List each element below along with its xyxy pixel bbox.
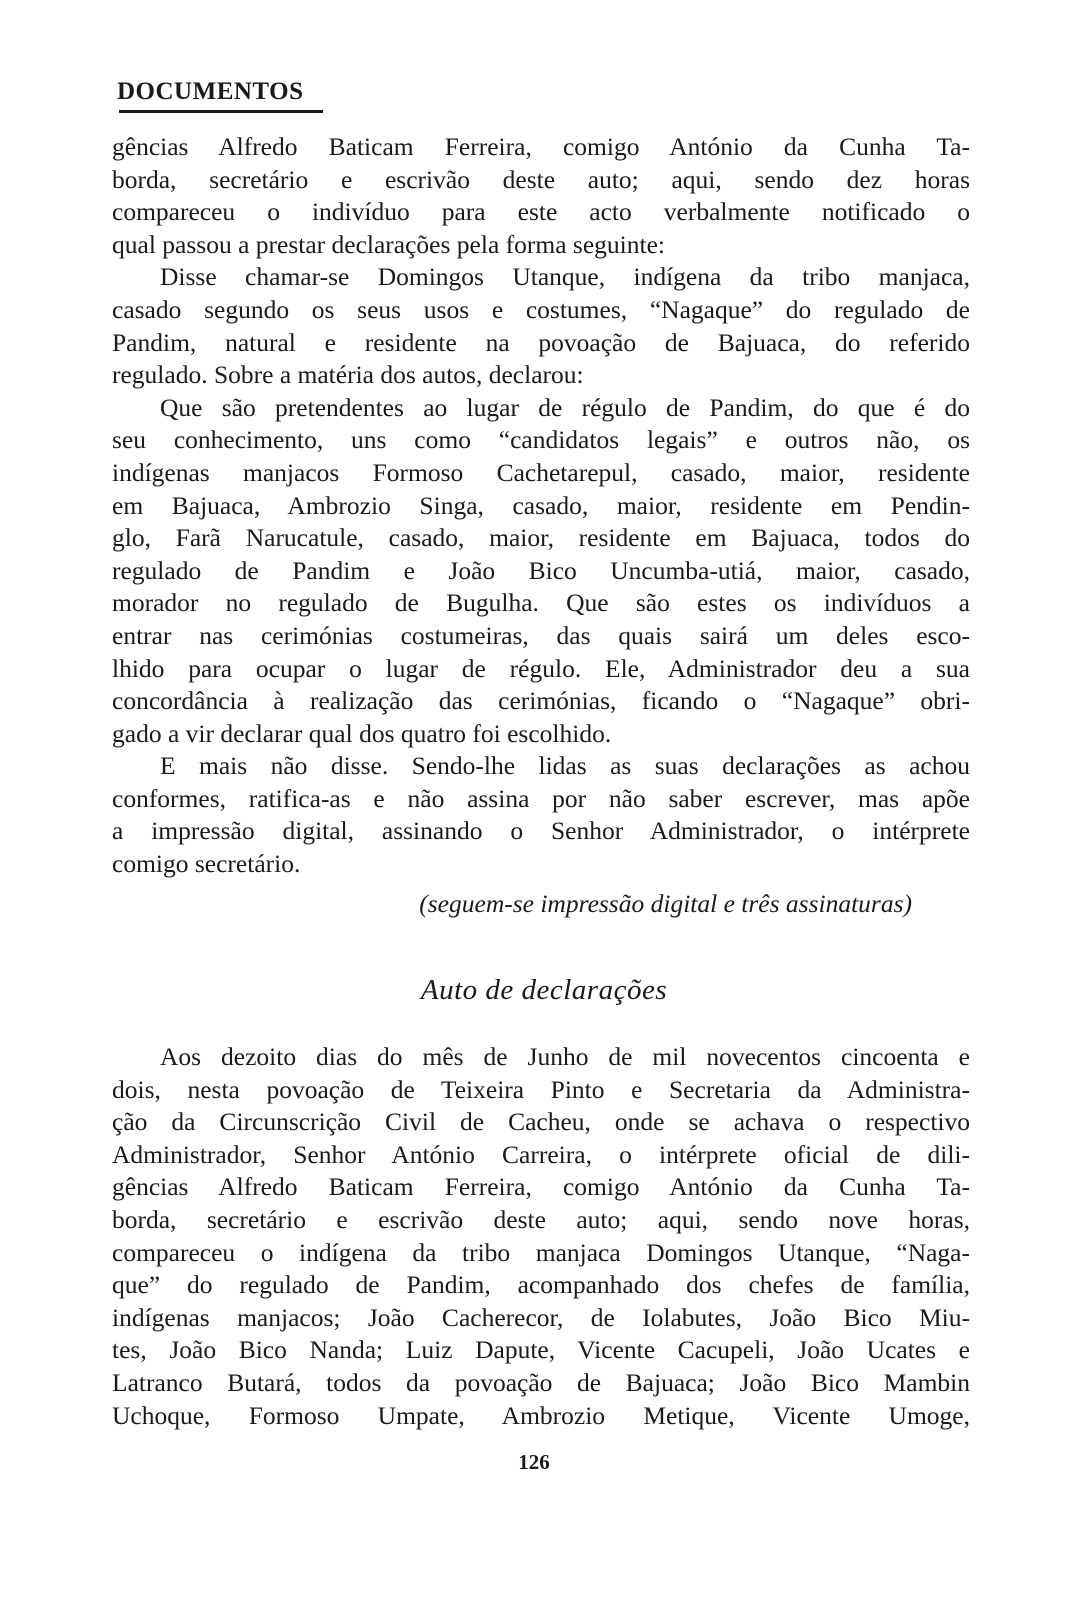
text-line: entrar nas cerimónias costumeiras, das quais sairá um deles esco-	[112, 620, 970, 650]
text-line: Administrador, Senhor António Carreira, o intérprete oficial de dili-	[112, 1139, 970, 1169]
text-line: E mais não disse. Sendo-lhe lidas as suas declarações as achou	[160, 751, 970, 781]
text-line: gado a vir declarar qual dos quatro foi escolhido.	[112, 718, 612, 748]
text-line: gências Alfredo Baticam Ferreira, comigo António da Cunha Ta-	[112, 132, 970, 161]
text-line: regulado. Sobre a matéria dos autos, declarou:	[112, 360, 584, 390]
text-line: comigo secretário.	[112, 849, 301, 879]
paragraph	[112, 1041, 970, 1432]
text-line: em Bajuaca, Ambrozio Singa, casado, maior, residente em Pendin-	[112, 490, 970, 520]
paragraph	[112, 131, 970, 261]
text-line: Disse chamar-se Domingos Utanque, indígena da tribo manjaca,	[160, 262, 970, 292]
text-line: compareceu o indígena da tribo manjaca Domingos Utanque, “Naga-	[112, 1237, 970, 1267]
text-line: borda, secretário e escrivão deste auto; aqui, sendo nove horas,	[112, 1204, 970, 1234]
text-line: a impressão digital, assinando o Senhor Administrador, o intérprete	[112, 816, 970, 846]
text-line: Latranco Butará, todos da povoação de Bajuaca; João Bico Mambin	[112, 1367, 970, 1397]
section-title: Auto de declarações	[420, 974, 668, 1006]
text-line: casado segundo os seus usos e costumes, “Nagaque” do regulado de	[112, 294, 970, 324]
text-line: glo, Farã Narucatule, casado, maior, residente em Bajuaca, todos do	[112, 523, 970, 553]
text-line: regulado de Pandim e João Bico Uncumba-utiá, maior, casado,	[112, 555, 970, 585]
text-line: qual passou a prestar declarações pela forma seguinte:	[112, 229, 665, 259]
paragraph	[112, 261, 970, 391]
header-underline	[119, 110, 323, 113]
section-2-body	[112, 1041, 970, 1432]
text-line: indígenas manjacos Formoso Cachetarepul, casado, maior, residente	[112, 457, 970, 487]
text-line: dois, nesta povoação de Teixeira Pinto e Secretaria da Administra-	[112, 1074, 970, 1104]
text-line: lhido para ocupar o lugar de régulo. Ele, Administrador deu a sua	[112, 653, 970, 683]
text-line: tes, João Bico Nanda; Luiz Dapute, Vicente Cacupeli, João Ucates e	[112, 1335, 970, 1365]
paragraph	[112, 392, 970, 751]
text-line: concordância à realização das cerimónias, ficando o “Nagaque” obri-	[112, 686, 970, 716]
text-line: Pandim, natural e residente na povoação de Bajuaca, do referido	[112, 327, 970, 357]
text-line: ção da Circunscrição Civil de Cacheu, onde se achava o respectivo	[112, 1107, 970, 1137]
text-line: que” do regulado de Pandim, acompanhado dos chefes de família,	[112, 1270, 970, 1300]
text-line: borda, secretário e escrivão deste auto; aqui, sendo dez horas	[112, 164, 970, 194]
text-line: Que são pretendentes ao lugar de régulo de Pandim, do que é do	[160, 392, 970, 422]
text-line: indígenas manjacos; João Cacherecor, de Iolabutes, João Bico Miu-	[112, 1302, 970, 1332]
page-number: 126	[518, 1450, 550, 1474]
text-line: morador no regulado de Bugulha. Que são estes os indivíduos a	[112, 588, 970, 618]
text-line: seu conhecimento, uns como “candidatos legais” e outros não, os	[112, 425, 970, 455]
text-line: Uchoque, Formoso Umpate, Ambrozio Metique, Vicente Umoge,	[112, 1400, 970, 1430]
signature-note: (seguem-se impressão digital e três assinaturas)	[419, 889, 912, 918]
text-line: conformes, ratifica-as e não assina por não saber escrever, mas apõe	[112, 783, 970, 813]
section-1-body	[112, 131, 970, 881]
text-line: gências Alfredo Baticam Ferreira, comigo António da Cunha Ta-	[112, 1172, 970, 1202]
text-line: Aos dezoito dias do mês de Junho de mil novecentos cincoenta e	[160, 1042, 970, 1071]
running-header: DOCUMENTOS	[117, 78, 304, 105]
text-line: compareceu o indivíduo para este acto verbalmente notificado o	[112, 197, 970, 227]
paragraph	[112, 750, 970, 880]
